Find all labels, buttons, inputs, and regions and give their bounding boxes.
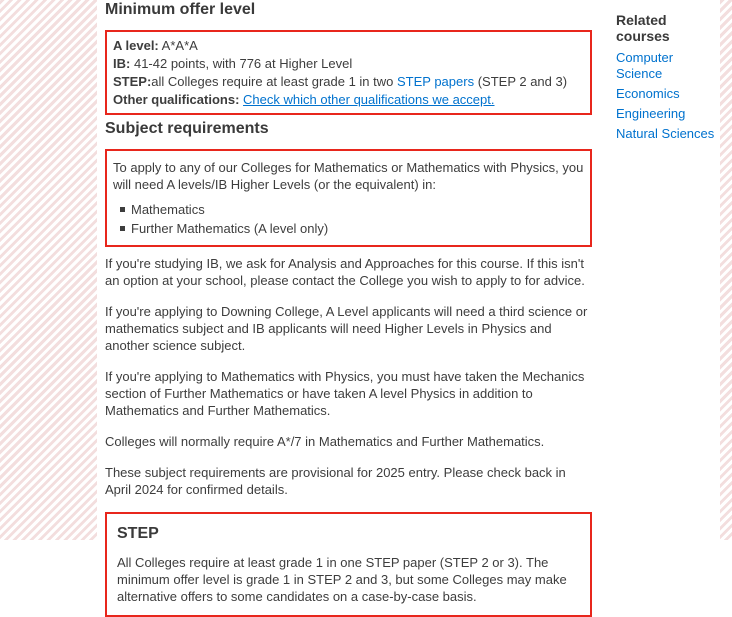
list-item[interactable]: [616, 106, 720, 122]
step-heading: STEP: [117, 525, 159, 542]
ib-value: 41-42 points, with 776 at Higher Level: [133, 56, 353, 71]
minimum-offer-level-heading: Minimum offer level: [105, 1, 256, 18]
subject-requirements-list: [113, 201, 584, 237]
subject-requirements-highlight-box: [105, 149, 592, 247]
subject-paragraph-provisional: These subject requirements are provisional for 2025 entry. Please check back in April 2024 for confirmed details.: [105, 465, 566, 497]
main-content: [97, 0, 600, 604]
sidebar-link-engineering[interactable]: Engineering: [616, 106, 686, 121]
minimum-offer-level-highlight-box: [105, 30, 592, 115]
sidebar-link-economics[interactable]: Economics: [616, 86, 680, 101]
related-courses-heading: Related courses: [616, 12, 670, 44]
ib-label: IB:: [113, 56, 131, 71]
list-item[interactable]: [616, 86, 720, 102]
list-item[interactable]: [616, 50, 720, 82]
list-item: Mathematics: [131, 201, 584, 218]
step-label: STEP:: [113, 74, 152, 89]
a-level-label: A level:: [113, 38, 159, 53]
related-courses-sidebar: [610, 0, 720, 540]
other-qualifications-link[interactable]: Check which other qualifications we accept.: [243, 92, 495, 107]
other-qualifications-label: Other qualifications:: [113, 92, 240, 107]
step-body: All Colleges require at least grade 1 in one STEP paper (STEP 2 or 3). The minimum offer level is grade 1 in STEP 2 and 3, but some Colleges may make alternative offers to some candidates on a case-by-case basis.: [117, 555, 567, 604]
a-level-line: [113, 37, 584, 55]
ib-line: [113, 55, 584, 73]
other-qualifications-line: [113, 91, 584, 109]
subject-paragraph-downing: If you're applying to Downing College, A Level applicants will need a third science or mathematics subject and IB applicants will need Higher Levels in Physics and another science subject.: [105, 304, 588, 353]
step-papers-link[interactable]: STEP papers: [397, 74, 475, 89]
right-margin-hatching: [718, 0, 732, 540]
sidebar-link-computer-science[interactable]: Computer Science: [616, 50, 674, 81]
subject-paragraph-ib: If you're studying IB, we ask for Analysis and Approaches for this course. If this isn't an option at your school, please contact the College you wish to apply to for advice.: [105, 256, 585, 288]
list-item: Further Mathematics (A level only): [131, 220, 584, 237]
subject-requirements-heading: Subject requirements: [105, 120, 269, 137]
step-value-post: (STEP 2 and 3): [474, 74, 568, 89]
sidebar-link-natural-sciences[interactable]: Natural Sciences: [616, 126, 715, 141]
subject-paragraph-grades: Colleges will normally require A*/7 in Mathematics and Further Mathematics.: [105, 434, 545, 449]
subject-requirements-intro: To apply to any of our Colleges for Mathematics or Mathematics with Physics, you will need A levels/IB Higher Levels (or the equivalent) in:: [113, 160, 584, 192]
step-line: [113, 73, 584, 91]
step-section-highlight-box: [105, 512, 592, 617]
related-courses-list: [610, 50, 720, 142]
step-value-pre: all Colleges require at least grade 1 in two: [151, 74, 397, 89]
a-level-value: A*A*A: [161, 38, 198, 53]
left-margin-hatching: [0, 0, 97, 540]
list-item[interactable]: [616, 126, 720, 142]
subject-paragraph-maths-with-physics: If you're applying to Mathematics with Physics, you must have taken the Mechanics section of Further Mathematics or have taken A level Physics in addition to Mathematics and Further Mathematics.: [105, 369, 585, 418]
